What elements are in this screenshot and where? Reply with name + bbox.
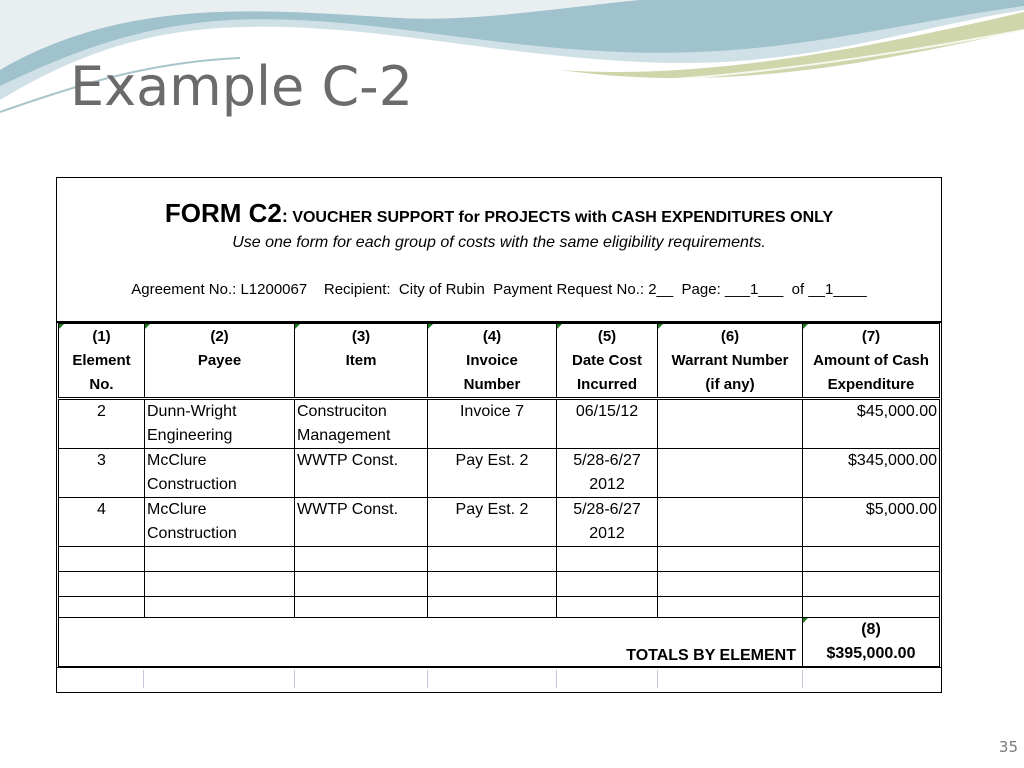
totals-column-number: (8) [861, 621, 881, 638]
totals-amount-cell [803, 618, 940, 667]
item-cell: WWTP Const. [295, 498, 428, 547]
totals-value: $395,000.00 [826, 645, 916, 662]
column-header-amount: (7) Amount of Cash Expenditure [803, 324, 940, 399]
warrant-cell [658, 498, 803, 547]
table-row [59, 449, 940, 498]
voucher-form [56, 177, 942, 693]
empty-row [59, 597, 940, 618]
form-title-line [57, 198, 941, 229]
slide-title: Example C-2 [70, 55, 413, 118]
amount-cell: $45,000.00 [803, 399, 940, 449]
amount-cell: $345,000.00 [803, 449, 940, 498]
item-cell: WWTP Const. [295, 449, 428, 498]
column-header-date: (5) Date Cost Incurred [557, 324, 658, 399]
empty-row [59, 547, 940, 572]
agreement-info-line: Agreement No.: L1200067 Recipient: City of Rubin Payment Request No.: 2__ Page: ___1___ of __1____ [131, 281, 867, 298]
page-number: 35 [998, 738, 1018, 756]
form-header [57, 178, 941, 323]
table-row [59, 498, 940, 547]
invoice-cell: Invoice 7 [428, 399, 557, 449]
totals-row [59, 618, 940, 667]
date-cell: 5/28-6/27 2012 [557, 449, 658, 498]
element-cell: 4 [59, 498, 145, 547]
payee-cell: Dunn-Wright Engineering [145, 399, 295, 449]
amount-cell: $5,000.00 [803, 498, 940, 547]
form-subject: VOUCHER SUPPORT for PROJECTS with CASH EXPENDITURES ONLY [292, 209, 834, 226]
warrant-cell [658, 449, 803, 498]
date-cell: 06/15/12 [557, 399, 658, 449]
form-bottom-strip [57, 667, 941, 692]
column-header-item: (3) Item [295, 324, 428, 399]
form-colon: : [281, 206, 288, 226]
invoice-cell: Pay Est. 2 [428, 449, 557, 498]
totals-label: TOTALS BY ELEMENT [59, 618, 803, 667]
item-cell: Construciton Management [295, 399, 428, 449]
warrant-cell [658, 399, 803, 449]
date-cell: 5/28-6/27 2012 [557, 498, 658, 547]
form-id: FORM C2 [164, 198, 282, 228]
element-cell: 2 [59, 399, 145, 449]
payee-cell: McClure Construction [145, 498, 295, 547]
empty-row [59, 572, 940, 597]
invoice-cell: Pay Est. 2 [428, 498, 557, 547]
voucher-table [58, 323, 940, 667]
column-header-payee: (2) Payee [145, 324, 295, 399]
table-row [59, 399, 940, 449]
table-header-row [59, 324, 940, 399]
column-header-element: (1) Element No. [59, 324, 145, 399]
form-instruction: Use one form for each group of costs with the same eligibility requirements. [232, 234, 766, 251]
element-cell: 3 [59, 449, 145, 498]
column-header-invoice: (4) Invoice Number [428, 324, 557, 399]
column-header-warrant: (6) Warrant Number (if any) [658, 324, 803, 399]
payee-cell: McClure Construction [145, 449, 295, 498]
